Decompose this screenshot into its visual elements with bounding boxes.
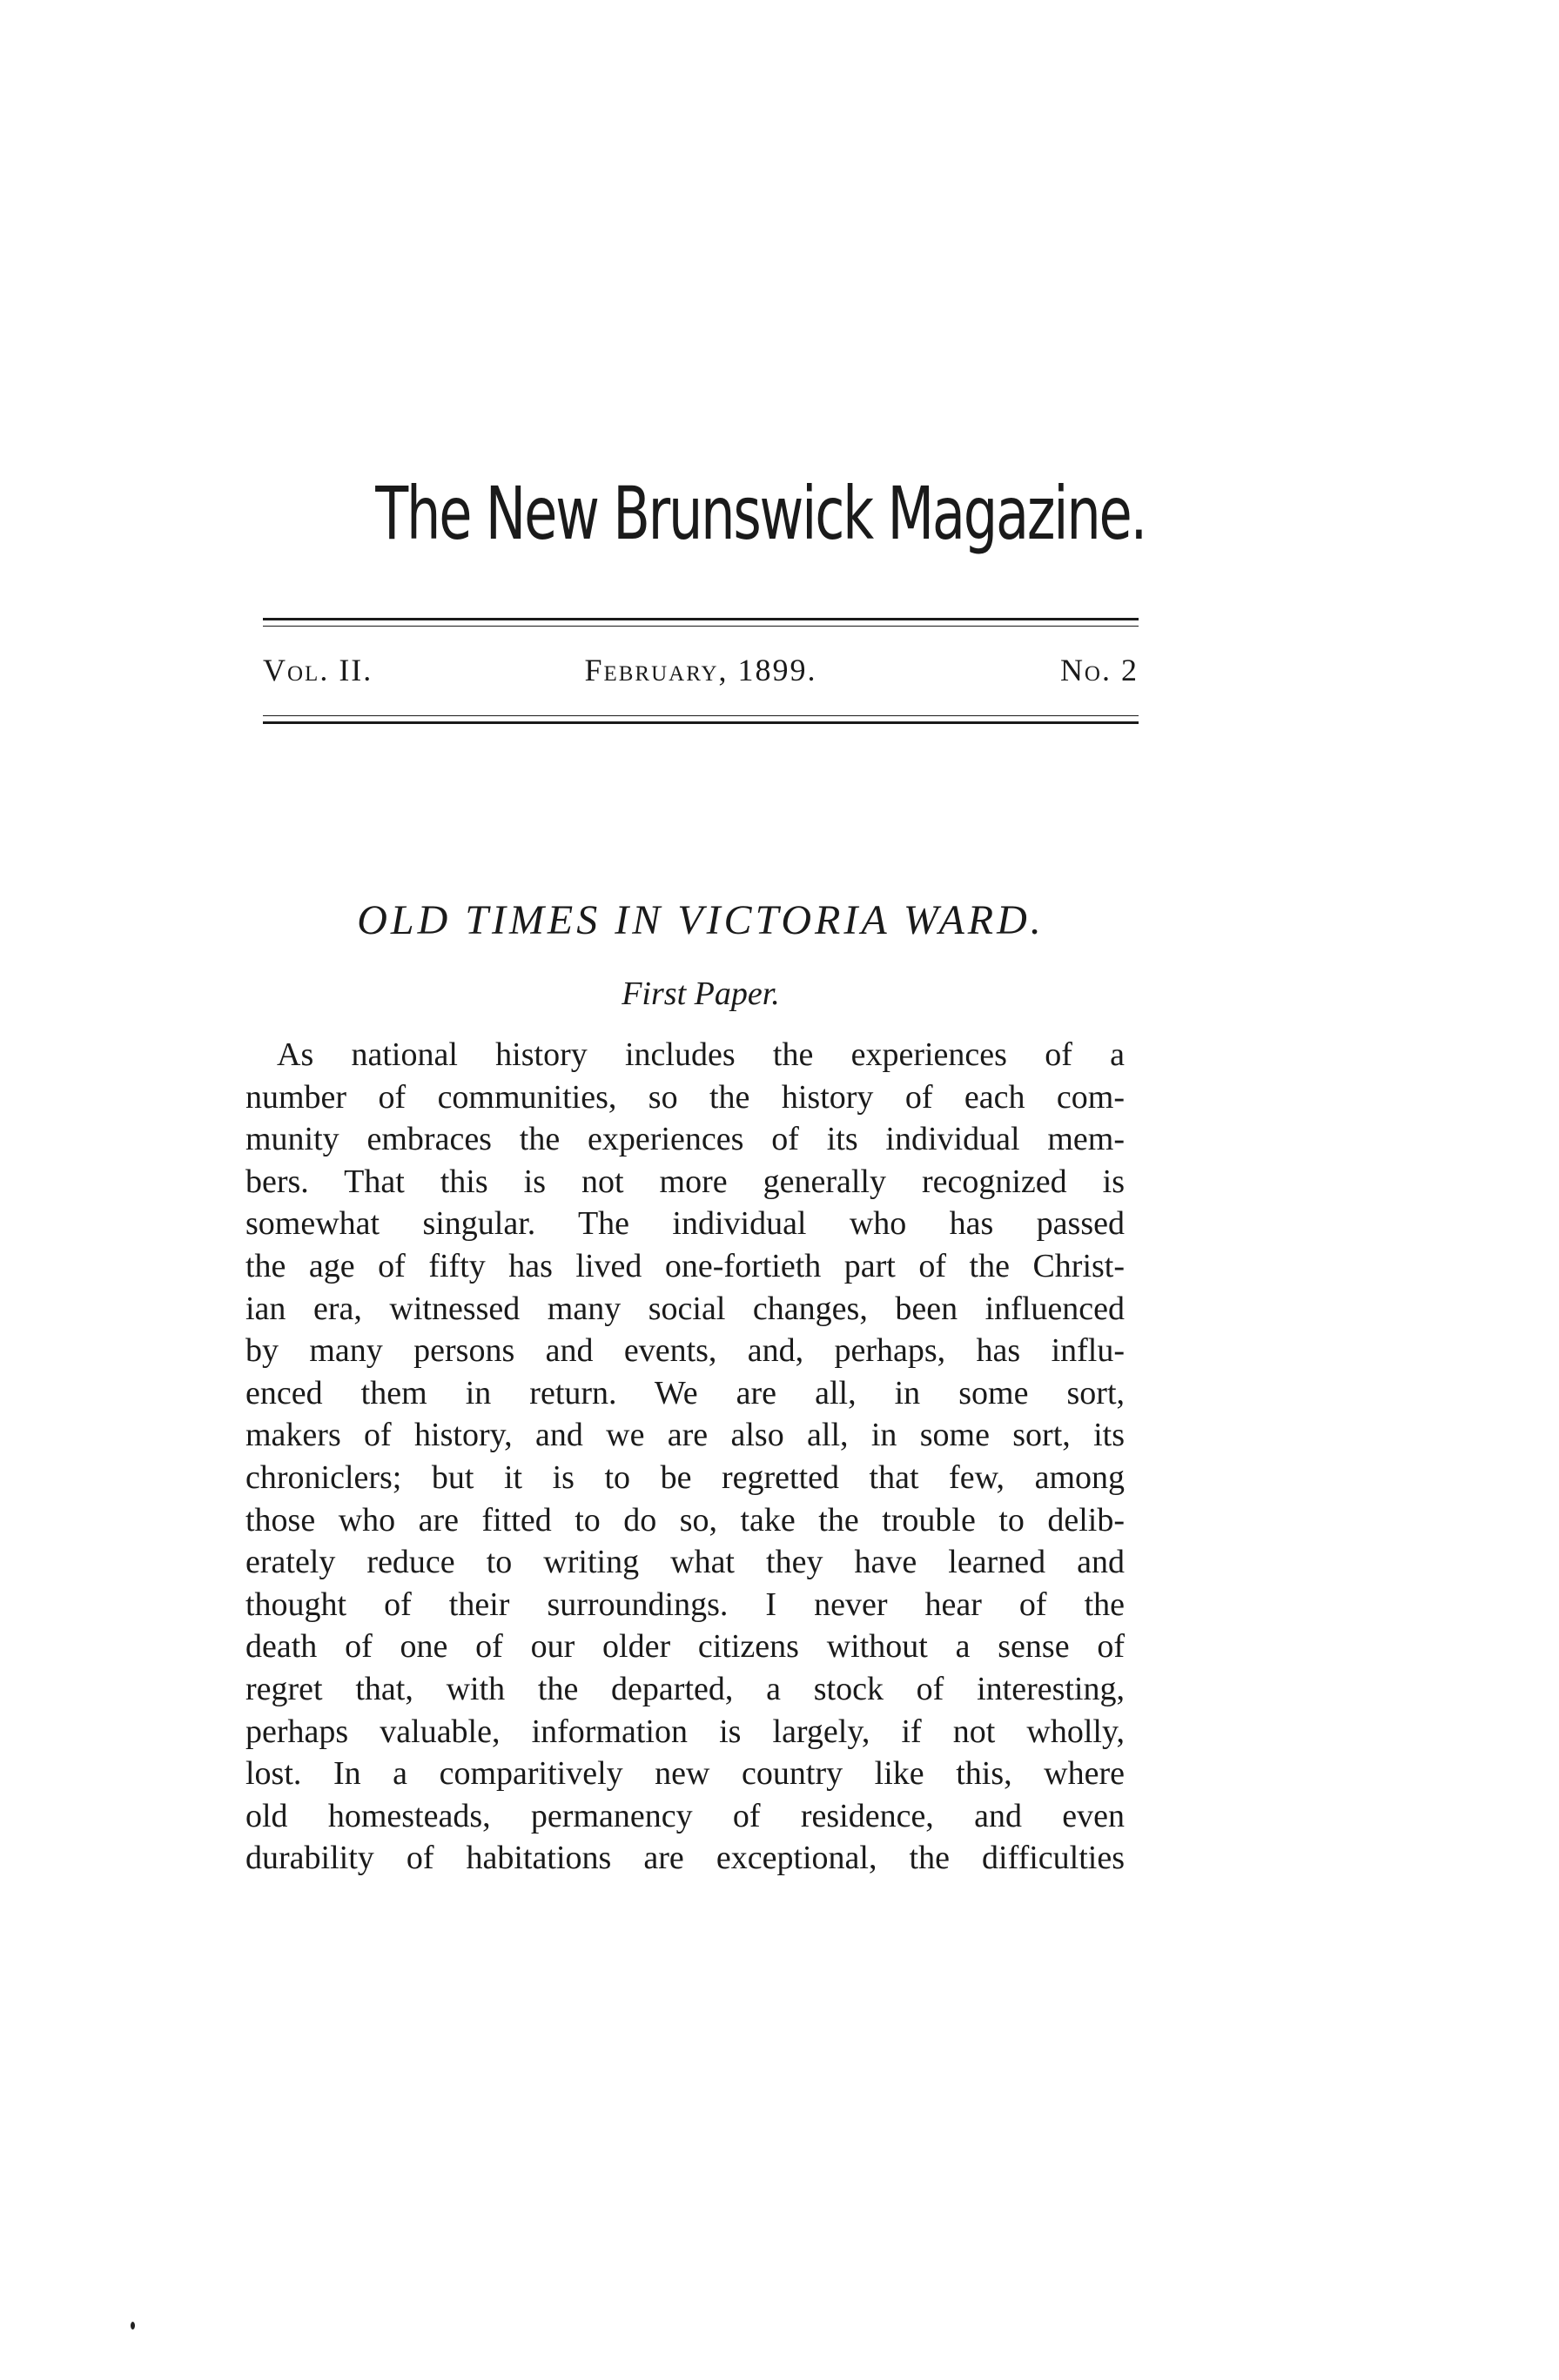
issue-number: No. 2 — [1059, 653, 1139, 687]
issue-line — [263, 648, 1139, 692]
body-line: somewhat singular. The individual who has passed — [245, 1205, 1125, 1243]
ink-speck — [131, 2322, 135, 2330]
body-line: erately reduce to writing what they have learned and — [245, 1544, 1125, 1581]
body-line: perhaps valuable, information is largely, if not wholly, — [245, 1713, 1125, 1750]
body-line: lost. In a comparitively new country like this, where — [245, 1755, 1125, 1793]
body-line: enced them in return. We are all, in some sort, — [245, 1374, 1125, 1411]
body-line: bers. That this is not more generally recognized is — [245, 1163, 1125, 1200]
body-line: durability of habitations are exceptional, the difficulties — [245, 1840, 1125, 1877]
issue-date: February, 1899. — [584, 653, 817, 687]
body-line: those who are fitted to do so, take the trouble to delib- — [245, 1501, 1125, 1539]
body-line: As national history includes the experiences of a — [277, 1036, 1125, 1073]
body-line: by many persons and events, and, perhaps, has influ- — [245, 1332, 1125, 1370]
body-line: old homesteads, permanency of residence, and even — [245, 1797, 1125, 1834]
magazine-title: The New Brunswick Magazine. — [375, 471, 1146, 556]
volume-label: Vol. II. — [263, 653, 373, 687]
body-line: number of communities, so the history of each com- — [245, 1078, 1125, 1116]
body-line: thought of their surroundings. I never hear of the — [245, 1586, 1125, 1623]
header-rule-top-thick — [263, 618, 1139, 620]
body-line: makers of history, and we are also all, in some sort, its — [245, 1417, 1125, 1454]
body-line: regret that, with the departed, a stock of interesting, — [245, 1670, 1125, 1707]
article-subtitle: First Paper. — [622, 975, 780, 1012]
header-rule-bottom-thick — [263, 721, 1139, 724]
header-rule-bottom-thin — [263, 715, 1139, 716]
article-body — [245, 1034, 1125, 1880]
article-title: OLD TIMES IN VICTORIA WARD. — [357, 897, 1045, 943]
body-line: death of one of our older citizens without a sense of — [245, 1628, 1125, 1666]
header-rule-top-thin — [263, 626, 1139, 627]
body-line: ian era, witnessed many social changes, been influenced — [245, 1290, 1125, 1327]
body-line: chroniclers; but it is to be regretted that few, among — [245, 1458, 1125, 1496]
body-line: munity embraces the experiences of its individual mem- — [245, 1121, 1125, 1158]
body-line: the age of fifty has lived one-fortieth part of the Christ- — [245, 1247, 1125, 1284]
